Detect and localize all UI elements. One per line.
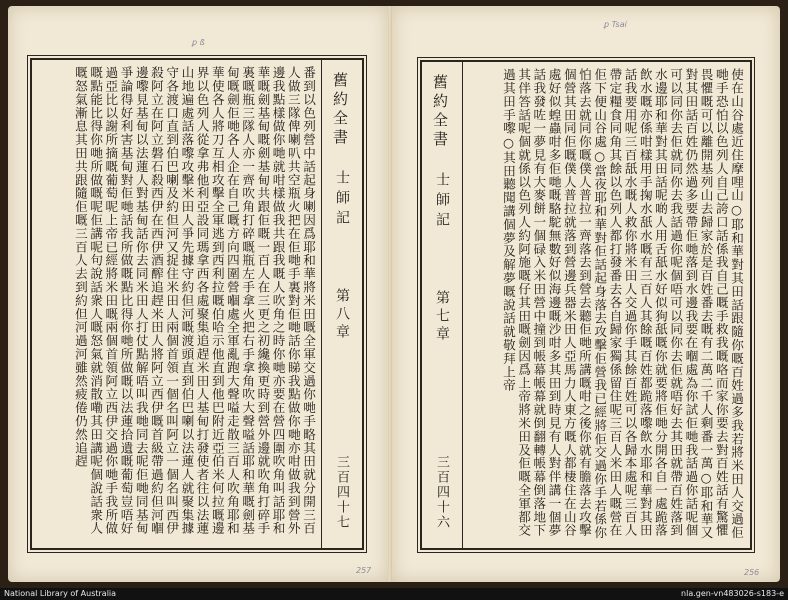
left-page xyxy=(8,6,388,582)
right-page-body-text: 使在山谷處近住摩哩山○耶和華對其田話跟隨你嘅百姓過多我若將米田人交過佢哋手恐怕以色列人自己誇口話係我自己嘅手救我嘅咯而家你要去對百姓話有驚懼畏懼嘅可以離開基列山去歸家於是百姓番去嘅有二萬二千人剩番一萬○耶和華又對其田話百姓仍然過多要帶佢哋落到水邊我要在嗰處為你試佢哋我話過你話呢個可以同你去佢就同你去我話過你呢個唔可以同你去佢就唔好去其田就帶百姓落到水邊耶和華對其田話呢啲人用舌舐水好似狗舐嘅你就要將佢哋分開各自一處跪落飲水嘅亦係咁樣用手掬水舐水嘅有三百人其餘嘅百姓都跪落嚟飲水耶和華對其田話我要用呢三百舐水嘅人救你將米田人交過你手其餘百姓可以各歸本處呢三百人帶定糧食同角其餘以色列人都打發番去各自歸家獨係留住呢三百人米田人嘅營在佢下便山谷處○當夜耶和華對佢話起身落去攻擊佢營我已經將佢交過你手若係你怕落去就同你嘅僕人普拉一齊落去到營去聽佢哋所講嘅咁之後你就有膽落去攻擊個營其田同佢嘅僕人普拉就落到營邊兵器米田人亞馬力人東方嘅人都棲住在山谷處好似蝗蟲咁多佢哋嘅駱駝無數好似海邊嘅沙咁多其田到時見有人對伴講一個夢話我發咗一夢見有大麥餅一個碌入米田營中撞到帳幕帳幕就倒翻轉帳幕倒落地下其伴答話呢個就係以色列人約阿施嘅仔其田嘅劍因爲上帝將米田及佢嘅全軍都交過其田手嚟○其田聽聞講個夢及解夢嘅說話就敬拜上帝 xyxy=(500,68,744,540)
left-page-number: 三百四十七 xyxy=(334,455,349,530)
left-page-frame xyxy=(30,58,364,550)
right-section-title: 士師記 xyxy=(434,172,450,232)
right-pencil-note: ꝑ Tsai xyxy=(604,20,627,29)
right-book-title: 舊約全書 xyxy=(431,74,449,150)
left-pencil-note: ꝑ ß xyxy=(192,38,205,47)
image-identifier: nla.gen-vn483026-s183-e xyxy=(681,589,784,598)
right-page-number: 三百四十六 xyxy=(434,455,449,530)
library-credit: National Library of Australia xyxy=(4,589,117,598)
left-book-title: 舊約全書 xyxy=(331,72,349,148)
right-page xyxy=(392,6,780,582)
left-pencil-folio: 257 xyxy=(356,566,372,575)
left-chapter-label: 第八章 xyxy=(334,288,350,342)
right-chapter-label: 第七章 xyxy=(434,290,450,344)
right-pencil-folio: 256 xyxy=(744,568,760,577)
right-page-margin-column xyxy=(422,62,463,548)
right-page-frame xyxy=(420,60,752,550)
left-section-title: 士師記 xyxy=(334,170,350,230)
left-page-margin-column xyxy=(321,60,362,548)
library-footer-bar xyxy=(0,588,788,600)
left-page-body-text: 番到以色列營中話起身喇因爲耶和華將米田嘅全軍交過你哋手略其田就分開三百人做三隊俾喇叭共空瓶火把在佢哋手裏對佢哋話你睇我點做你哋亦咁做我到營外邊我點樣做你哋就咁樣做我共跟我嘅人吹角之時你哋亦要在營四圍吹角叫話耶和華嘅劍基甸嘅劍基甸共跟佢嘅一百人在三更之初纔換更時到營外邊就吹角打碎手裏嘅瓶三隊人亦一齊吹角打碎嘅瓶左手拿火把右手拿角吹大聲嗌話耶和華嘅劍基甸嘅劍佢哋各人企在自己嘅方向四圍營嗰處全軍亂跑大聲嗌走散三百人吹角耶和華使各人將刀互相攻擊全軍逃到西利拉嘅伯哈示他直到他巴附近亞伯米何拉嘅邊界以色列人從拿弗他利亞設同瑪拿西各處聚集追趕米田人基甸打發使者往以法蓮山地遍處話落嚟攻擊米田人爭先據守約但河嘅渡頭直到伯巴喇以法蓮人就聚集據守各渡口直到伯巴喇及約但河又捉住米田人兩個首領一個名叫阿立一個名叫西伊殺阿立在阿立磐石殺西伊在西伊酒醡追趕米田人將阿立西伊嘅首級帶過約但河嗰邊嚟見基甸以法蓮人對基甸話你去同米田人打仗點解唔叫我哋同去呢佢哋同基甸爭論得好利害基甸對佢哋話我所做嘅點比得你哋所做嘅以法蓮拾遺嘅葡萄豈唔好過亞比以謝所摘嘅葡萄呢上帝已經將米田嘅兩個首領阿立西伊交過你哋手我所做嘅點能比得你哋所做嘅呢佢講呢句說話衆人嘅怒氣就消散嘞其田講呢個說話衆人嘅怒氣漸息其田共跟隨佢嘅三百人去到約但河過河雖然疲倦仍然追趕 xyxy=(72,66,316,535)
